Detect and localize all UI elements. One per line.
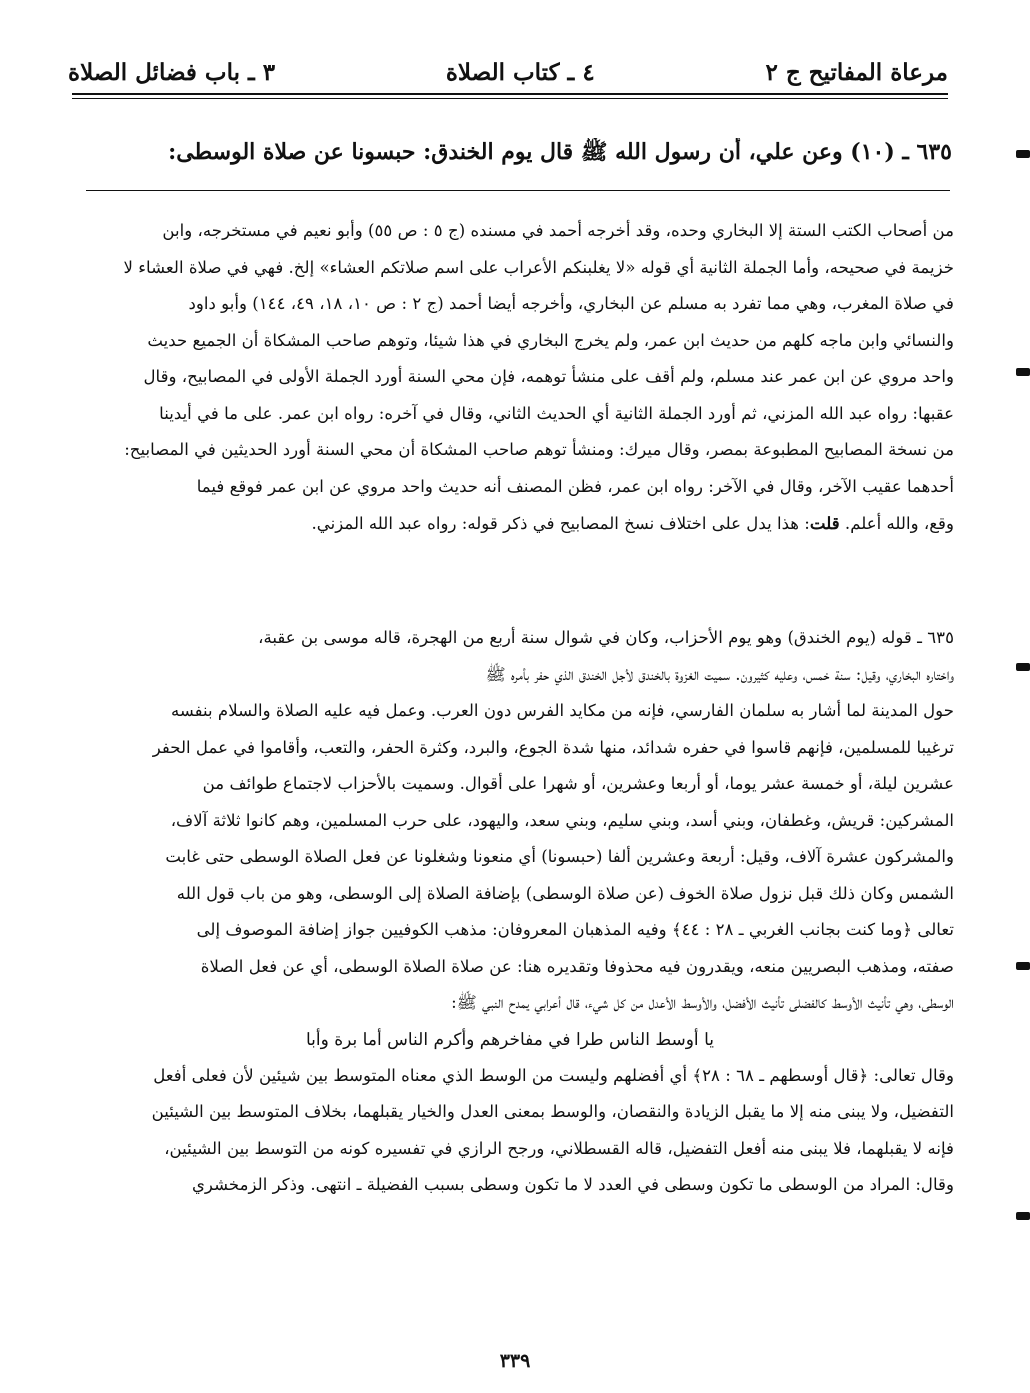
binding-mark <box>1016 1212 1030 1220</box>
qult-label: قلت <box>809 513 840 533</box>
commentary-line: ترغيبا للمسلمين، فإنهم قاسوا في حفره شدائد، منها شدة الجوع، والبرد، وكثرة الحفر، والتعب، وأقاموا في عمل الحفر <box>152 737 954 757</box>
main-hadith-text: ٦٣٥ ـ (١٠) وعن علي، أن رسول الله ﷺ قال يوم الخندق: حبسونا عن صلاة الوسطى: <box>168 139 952 165</box>
header-book-title: مرعاة المفاتيح ج ٢ <box>765 58 948 86</box>
page-number: ٣٣٩ <box>499 1350 531 1372</box>
commentary-block-1 <box>66 213 954 543</box>
commentary-line: واختاره البخاري، وقيل: سنة خمس، وعليه كثيرون. سميت الغزوة بالخندق لأجل الخندق الذي حفر بأمره ﷺ <box>485 664 954 684</box>
commentary-line: المشركين: قريش، وغطفان، وبني أسد، وبني سليم، وبني سعد، واليهود، على حرب المسلمين، وهم كانوا ثلاثة آلاف، <box>170 810 954 830</box>
commentary-line: وقال: المراد من الوسطى ما تكون وسطى في العدد لا ما تكون وسطى بسبب الفضيلة ـ انتهى. وذكر الزمخشري <box>191 1175 954 1194</box>
qult-text: : هذا يدل على اختلاف نسخ المصابيح في ذكر قوله: رواه عبد الله المزني. <box>311 514 810 533</box>
commentary-line: والنسائي وابن ماجه كلهم من حديث ابن عمر، ولم يخرج البخاري في هذا شيئا، وتوهم صاحب المشكاة أن الجميع حديث <box>147 330 954 350</box>
header-section-title: ٣ ـ باب فضائل الصلاة <box>68 58 276 86</box>
commentary-line: فإنه لا يقبلهما، فلا يبنى منه أفعل التفضيل، قاله القسطلاني، ورجح الرازي في تفسيره كونه من التوسط بين الشيئين، <box>164 1138 954 1158</box>
commentary-line: حول المدينة لما أشار به سلمان الفارسي، فإنه من مكايد الفرس دون العرب. وعمل فيه عليه الصلاة والسلام بنفسه <box>170 701 954 720</box>
header-rule-thin <box>72 98 948 99</box>
hadith-separator <box>86 190 950 191</box>
commentary-line: في صلاة المغرب، وهي مما تفرد به مسلم عن البخاري، وأخرجه أيضا أحمد (ج ٢ : ص ١٠، ١٨، ٤٩، ١٤٤) وأبو داود <box>188 294 954 313</box>
commentary-line: عشرين ليلة، أو خمسة عشر يوما، أو أربعا وعشرين، أو شهرا على أقوال. وسميت بالأحزاب لاجتماع طوائف من <box>202 774 954 793</box>
commentary-line: صفته، ومذهب البصريين منعه، ويقدرون فيه محذوفا وتقديره هنا: عن صلاة الصلاة الوسطى، أي عن فعل الصلاة <box>200 956 954 976</box>
poetry-verse: يا أوسط الناس طرا في مفاخرهم وأكرم الناس أما برة وأبا <box>306 1029 714 1050</box>
commentary-line: من نسخة المصابيح المطبوعة بمصر، وقال ميرك: ومنشأ توهم صاحب المشكاة أن محي السنة أورد الحديثين في المصابيح: <box>124 440 954 459</box>
running-header <box>68 52 948 92</box>
binding-mark <box>1016 663 1030 671</box>
commentary-line: تعالى ﴿وما كنت بجانب الغربي ـ ٢٨ : ٤٤﴾ وفيه المذهبان المعروفان: مذهب الكوفيين جواز إضافة الموصوف إلى <box>196 920 954 939</box>
header-rule-thick <box>72 93 948 95</box>
commentary-line: واحد مروي عن ابن عمر عند مسلم، ولم أقف على منشأ توهمه، فإن محي السنة أورد الجملة الأولى في المصابيح، وقال <box>143 367 954 386</box>
commentary-line: ٦٣٥ ـ قوله (يوم الخندق) وهو يوم الأحزاب، وكان في شوال سنة أربع من الهجرة، قاله موسى بن عقبة، <box>258 628 954 647</box>
commentary-line: الشمس وكان ذلك قبل نزول صلاة الخوف (عن صلاة الوسطى) بإضافة الصلاة إلى الوسطى، وهو من باب قول الله <box>176 883 954 903</box>
commentary-line: عقبها: رواه عبد الله المزني، ثم أورد الجملة الثانية أي الحديث الثاني، وقال في آخره: رواه ابن عمر. على ما في أيدينا <box>159 403 954 423</box>
commentary-line: خزيمة في صحيحه، وأما الجملة الثانية أي قوله «لا يغلبنكم الأعراب على اسم صلاتكم العشاء» إلخ. فهي في صلاة العشاء لا <box>123 257 954 277</box>
commentary-line: من أصحاب الكتب الستة إلا البخاري وحده، وقد أخرجه أحمد في مسنده (ج ٥ : ص ٥٥) وأبو نعيم في مستخرجه، وابن <box>162 221 954 240</box>
commentary-line: الوسطى، وهي تأنيث الأوسط كالفضلى تأنيث الأفضل، والأوسط الأعدل من كل شيء، قال أعرابي يمدح النبي ﷺ: <box>451 993 954 1012</box>
binding-mark <box>1016 962 1030 970</box>
commentary-line: التفضيل، ولا يبنى منه إلا ما يقبل الزيادة والنقصان، والوسط بمعنى العدل والخيار يقبلهما، بخلاف المتوسط بين الشيئين <box>151 1102 954 1121</box>
binding-mark <box>1016 368 1030 376</box>
commentary-line: والمشركون عشرة آلاف، وقيل: أربعة وعشرين ألفا (حبسونا) أي منعونا وشغلونا عن فعل الصلاة الوسطى حتى غابت <box>165 847 954 866</box>
commentary-line <box>66 505 954 543</box>
commentary-block-2 <box>66 620 954 1204</box>
header-chapter-title: ٤ ـ كتاب الصلاة <box>445 58 595 86</box>
commentary-line: أحدهما عقيب الآخر، وقال في الآخر: رواه ابن عمر، فظن المصنف أنه حديث واحد مروي عن ابن عمر فوقع فيما <box>196 476 954 496</box>
binding-mark <box>1016 150 1030 158</box>
commentary-line: وقال تعالى: ﴿قال أوسطهم ـ ٦٨ : ٢٨﴾ أي أفضلهم وليست من الوسط الذي معناه المتوسط بين شيئين لأن فعلى أفعل <box>153 1065 954 1085</box>
commentary-line-end: وقع، والله أعلم. <box>844 514 954 533</box>
